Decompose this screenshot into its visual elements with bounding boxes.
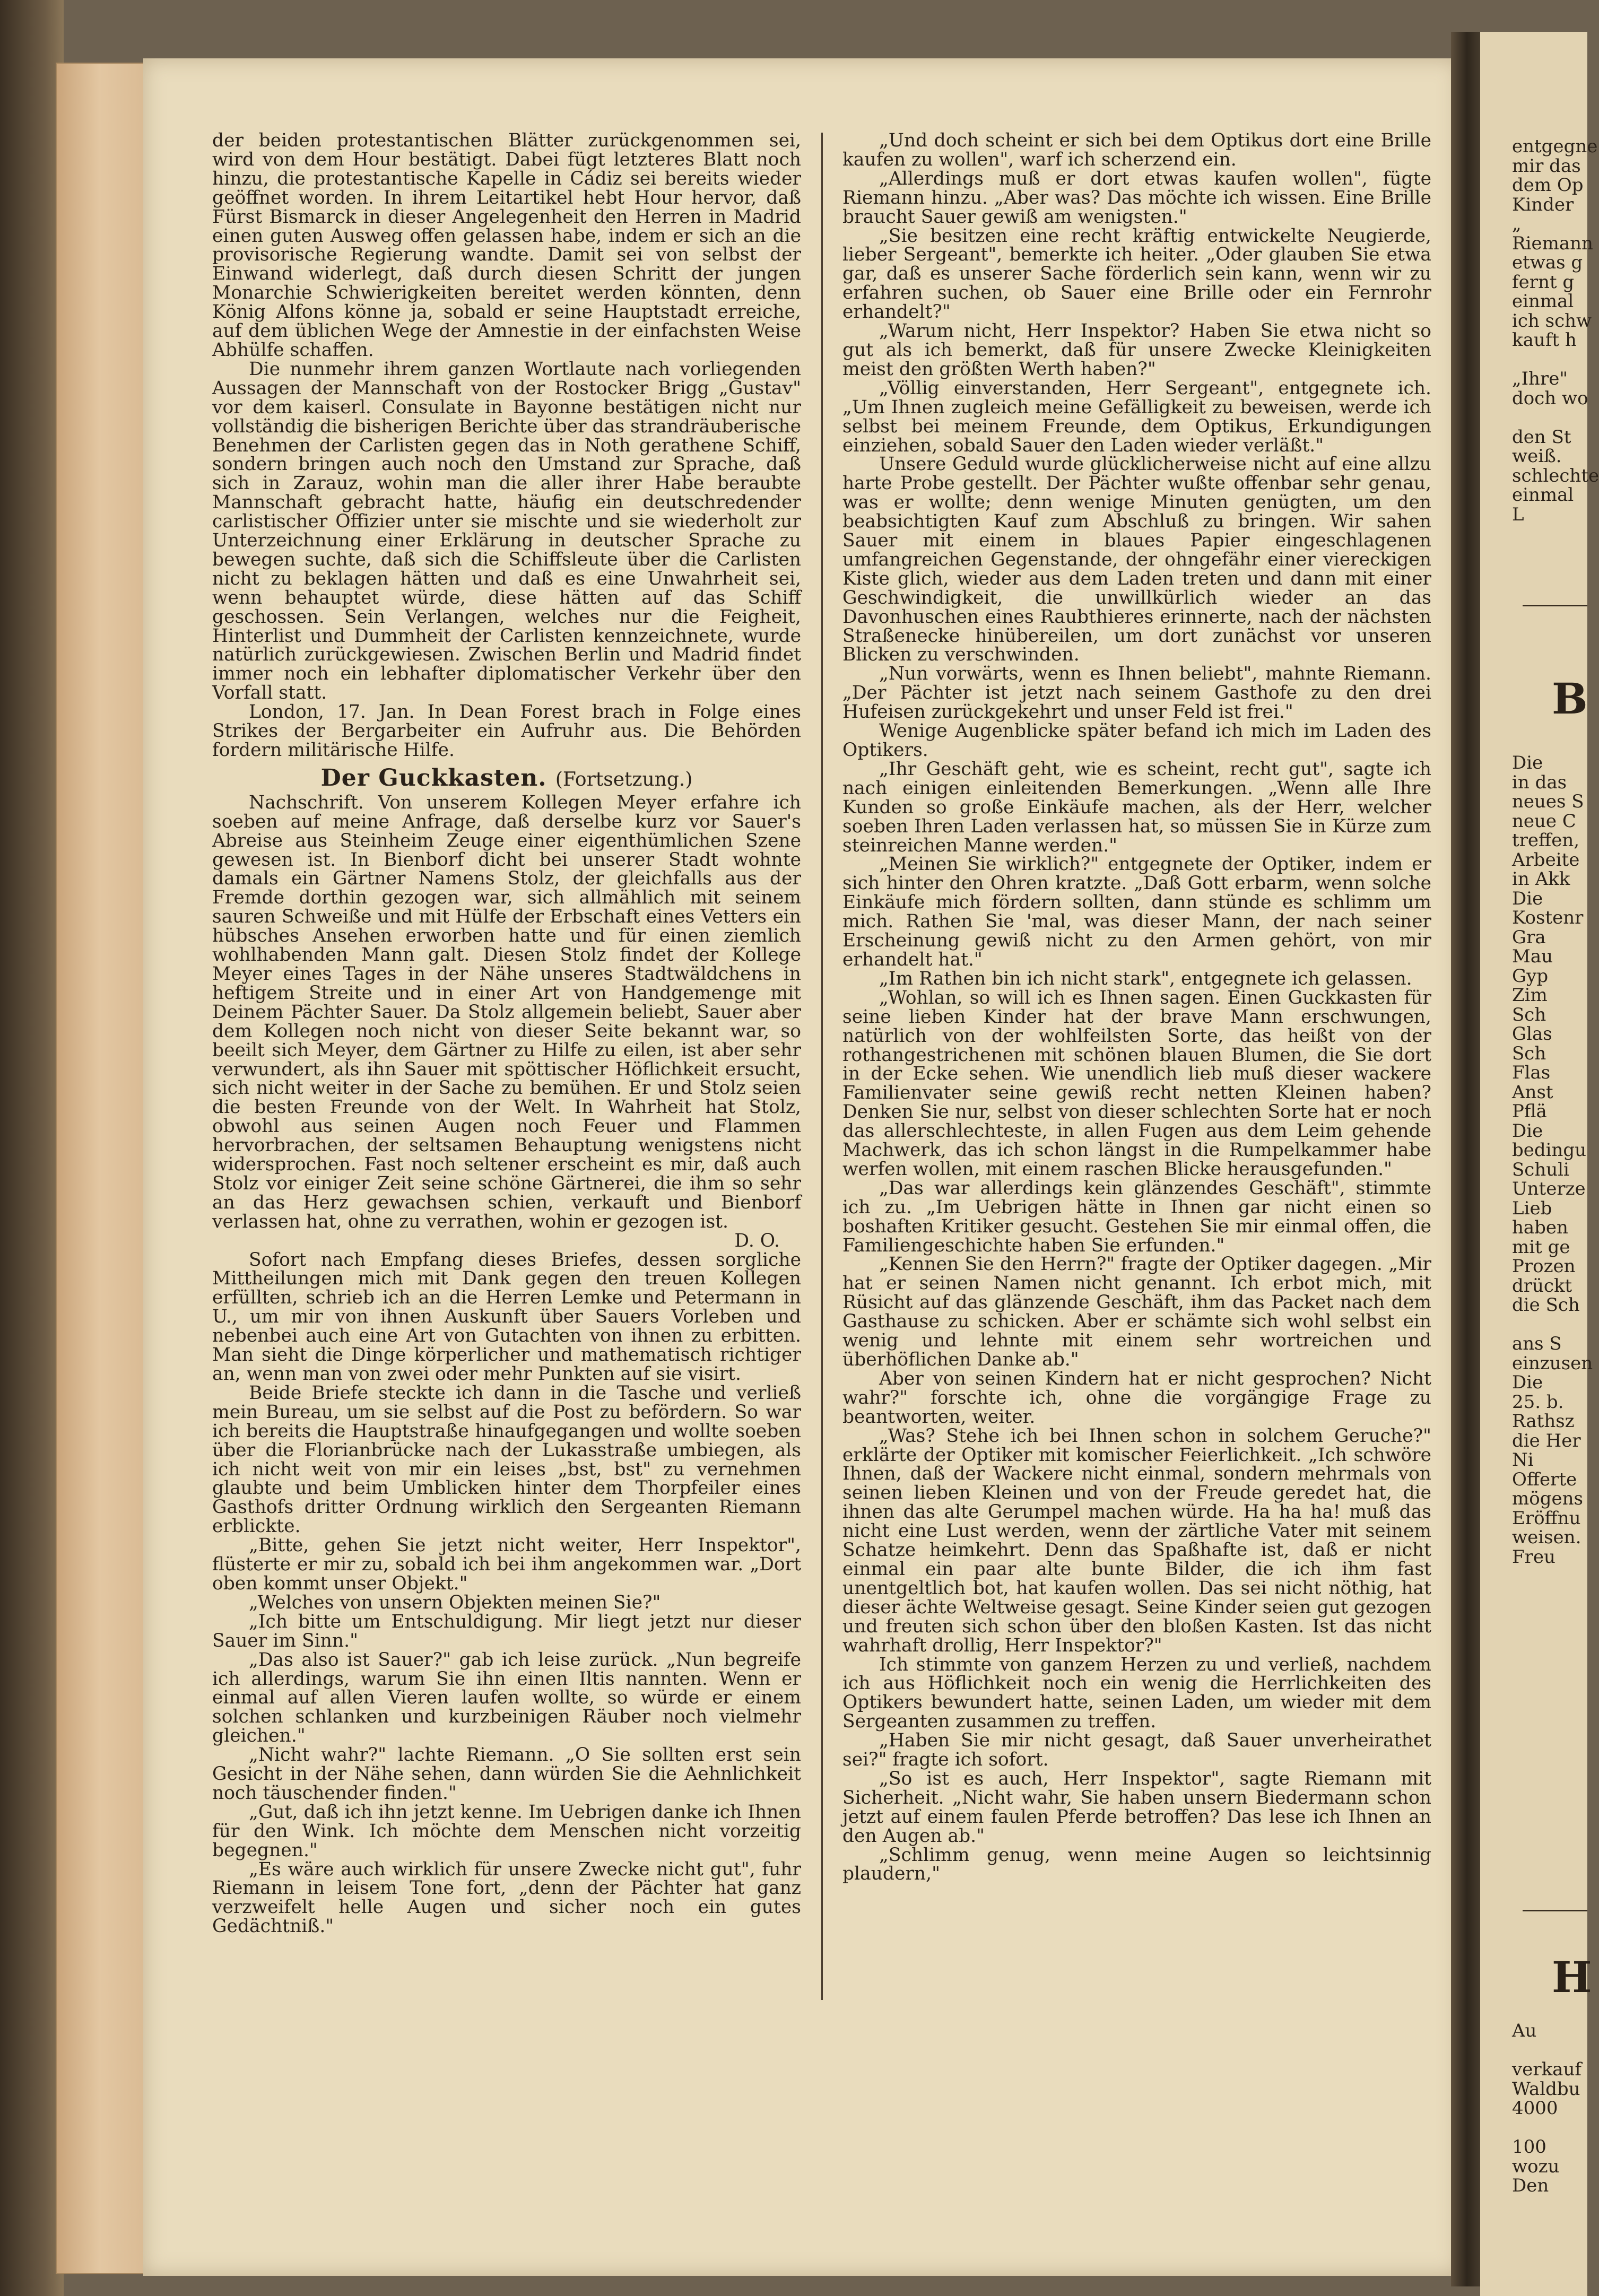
paragraph: „Ihr Geschäft geht, wie es scheint, recht gut", sagte ich nach einigen einleitenden Bemerkungen. „Wenn alle Ihre Kunden so große Einkäufe machen, als der Herr, welcher soeben Ihren Laden verlassen hat, so müssen Sie in Kürze zum steinreichen Manne werden." <box>842 758 1431 856</box>
facing-page-text-bottom <box>1512 2021 1586 2196</box>
facing-page-line: einzusen <box>1512 1352 1593 1374</box>
facing-page-line <box>1512 408 1586 428</box>
facing-page-line: Riemann <box>1512 232 1593 254</box>
facing-page-line: einmal <box>1512 291 1574 312</box>
paragraph: „Bitte, gehen Sie jetzt nicht weiter, Herr Inspektor", flüsterte er mir zu, sobald ich bei ihm angekommen war. „Dort oben kommt unser Objekt." <box>212 1535 801 1594</box>
facing-page-line: Die <box>1512 1372 1543 1393</box>
facing-page-line: Prozen <box>1512 1256 1576 1277</box>
facing-page-line: weisen. <box>1512 1527 1581 1548</box>
paragraph: „Im Rathen bin ich nicht stark", entgegnete ich gelassen. <box>879 968 1412 989</box>
paragraph: Beide Briefe steckte ich dann in die Tasche und verließ mein Bureau, um sie selbst auf die Post zu befördern. So war ich bereits die Hauptstraße hinaufgegangen und wollte soeben über die Florianbrücke nach der Lukasstraße umbiegen, als ich nicht weit von mir ein leises „bst, bst" zu vernehmen glaubte und beim Umblicken hinter dem Thorpfeiler eines Gasthofs dritter Ordnung wirklich den Sergeanten Riemann erblickte. <box>212 1382 801 1537</box>
facing-page-line: einmal <box>1512 484 1574 506</box>
paragraph: „Nun vorwärts, wenn es Ihnen beliebt", mahnte Riemann. „Der Pächter ist jetzt nach seinem Gasthofe zu den drei Hufeisen zurückgekehrt und unser Feld ist frei." <box>842 663 1431 723</box>
paragraph: der beiden protestantischen Blätter zurückgenommen sei, wird von dem Hour bestätigt. Dabei fügt letzteres Blatt noch hinzu, die protestantische Kapelle in Cádiz sei bereits wieder geöffnet worden. In ihrem Leitartikel hebt Hour hervor, daß Fürst Bismarck in dieser Angelegenheit den Herren in Madrid einen guten Ausweg offen gelassen habe, indem er sich an die provisorische Regierung wandte. Damit sei von selbst der Einwand widerlegt, daß durch diesen Schritt der jungen Monarchie Schwierigkeiten bereitet werden könnten, denn König Alfons könne ja, sobald er seine Hauptstadt erreiche, auf dem üblichen Wege der Amnestie in der einfachsten Weise Abhülfe schaffen. <box>212 130 801 361</box>
facing-page-line: 4000 <box>1512 2098 1558 2119</box>
paragraph: Ich stimmte von ganzem Herzen zu und verließ, nachdem ich aus Höflichkeit noch ein wenig die Herrlichkeiten des Optikers bewundert hatte, seinen Laden, um wieder mit dem Sergeanten zusammen zu treffen. <box>842 1654 1431 1733</box>
facing-page-line: wozu <box>1512 2155 1560 2177</box>
facing-page-line: Rathsz <box>1512 1411 1575 1432</box>
facing-page-line <box>1512 350 1586 370</box>
paragraph: „Haben Sie mir nicht gesagt, daß Sauer unverheirathet sei?" fragte ich sofort. <box>842 1730 1431 1771</box>
facing-page-line: in Akk <box>1512 868 1570 890</box>
facing-page-line: Pflä <box>1512 1101 1547 1122</box>
facing-page-heading-letter: H <box>1552 1952 1592 2002</box>
facing-page-line: Den <box>1512 2175 1549 2196</box>
facing-page-line: Mau <box>1512 946 1553 967</box>
facing-page-line: Waldbu <box>1512 2078 1580 2100</box>
paragraph: „Allerdings muß er dort etwas kaufen wollen", fügte Riemann hinzu. „Aber was? Das möchte ich wissen. Eine Brille braucht Sauer gewiß am wenigsten." <box>842 168 1431 228</box>
facing-page-line: neue C <box>1512 810 1576 832</box>
facing-page-line: Flas <box>1512 1062 1551 1083</box>
paragraph: „Kennen Sie den Herrn?" fragte der Optiker dagegen. „Mir hat er seinen Namen nicht genannt. Ich erbot mich, mit Rüsicht auf das glänzende Geschäft, ihm das Packet nach dem Gasthause zu schicken. Aber er schämte sich wohl selbst ein wenig und lehnte mit einem sehr wortreichen und überhöflichen Danke ab." <box>842 1254 1431 1370</box>
paragraph: Aber von seinen Kindern hat er nicht gesprochen? Nicht wahr?" forschte ich, ohne die vorgängige Frage zu beantworten, weiter. <box>842 1368 1431 1428</box>
paragraph: Nachschrift. Von unserem Kollegen Meyer erfahre ich soeben auf meine Anfrage, daß derselbe kurz vor Sauer's Abreise aus Steinheim Zeuge einer eigenthümlichen Szene gewesen ist. In Bienborf dicht bei unserer Stadt wohnte damals ein Gärtner Namens Stolz, der gleichfalls aus der Fremde dorthin gezogen war, sich allmählich mit seinem sauren Schweiße und mit Hülfe der Erbschaft eines Vetters ein hübsches Ansehen erworben hatte und für einen ziemlich wohlhabenden Mann galt. Diesen Stolz findet der Kollege Meyer eines Tages in der Nähe unseres Stadtwäldchens in heftigem Streite und in einer Art von Handgemenge mit Deinem Pächter Sauer. Da Stolz allgemein beliebt, Sauer aber dem Kollegen noch nicht von dieser Seite bekannt war, so beeilt sich Meyer, dem Gärtner zu Hilfe zu eilen, ist aber sehr verwundert, als ihn Sauer mit spöttischer Höflichkeit ersucht, sich nicht weiter in der Sache zu bemühen. Er und Stolz seien die besten Freunde von der Welt. In Wahrheit hat Stolz, obwohl aus seinen Augen noch Feuer und Flammen hervorbrachen, der seltsamen Behauptung wenigstens nicht widersprochen. Fast noch seltener erscheint es mir, daß auch Stolz vor einiger Zeit seine schöne Gärtnerei, die ihm so sehr an das Herz gewachsen schien, verkauft und Bienborf verlassen hat, ohne zu verrathen, wohin er gezogen ist. <box>212 792 801 1232</box>
facing-page-line: mit ge <box>1512 1236 1570 1258</box>
facing-page-line: treffen, <box>1512 830 1580 851</box>
paragraph: „Wohlan, so will ich es Ihnen sagen. Einen Guckkasten für seine lieben Kinder hat der brave Mann erschwungen, natürlich von der wohlfeilsten Sorte, das heißt von der rothangestrichenen mit schönen blauen Blumen, die Sie dort in der Ecke sehen. Wie unendlich lieb muß dieser wackere Familienvater seine gewiß recht netten Kleinen haben? Denken Sie nur, selbst von dieser schlechten Sorte hat er noch das allerschlechteste, in allen Fugen aus dem Leim gehende Machwerk, das ich schon längst in die Rumpelkammer habe werfen wollen, mit einem raschen Blicke herausgefunden." <box>842 987 1431 1180</box>
facing-page-text-middle <box>1512 752 1593 1568</box>
facing-page-line: bedingu <box>1512 1140 1587 1161</box>
facing-page-line: 100 <box>1512 2136 1546 2158</box>
facing-page-line: ans S <box>1512 1333 1562 1354</box>
paragraph: „Nicht wahr?" lachte Riemann. „O Sie sollten erst sein Gesicht in der Nähe sehen, dann würden Sie die Aehnlichkeit noch täuschender finden." <box>212 1744 801 1804</box>
paragraph: Unsere Geduld wurde glücklicherweise nicht auf eine allzu harte Probe gestellt. Der Pächter wußte offenbar sehr genau, was er wollte; denn wenige Minuten genügten, um den beabsichtigten Kauf zum Abschluß zu bringen. Wir sahen Sauer mit einem in blaues Papier eingeschlagenen umfangreichen Gegenstande, der ohngefähr einer viereckigen Kiste glich, wieder aus dem Laden treten und dann mit einer Geschwindigkeit, die unwillkürlich wieder an das Davonhuschen eines Raubthieres erinnerte, nach der nächsten Straßenecke hinübereilen, um dort zunächst vor unseren Blicken zu verschwinden. <box>842 454 1431 666</box>
facing-page-line: Gra <box>1512 926 1546 948</box>
facing-page-line: verkauf <box>1512 2059 1581 2080</box>
paragraph: „Welches von unsern Objekten meinen Sie?" <box>249 1591 661 1613</box>
paragraph: Wenige Augenblicke später befand ich mich im Laden des Optikers. <box>842 720 1431 761</box>
paragraph: „So ist es auch, Herr Inspektor", sagte Riemann mit Sicherheit. „Nicht wahr, Sie haben unsern Biedermann schon jetzt auf einem faulen Pferde betroffen? Das lese ich Ihnen an den Augen ab." <box>842 1768 1431 1847</box>
facing-page-line: Au <box>1512 2020 1537 2041</box>
facing-page-text-top <box>1512 136 1599 525</box>
text-column-left <box>212 132 801 1936</box>
facing-page-line: die Sch <box>1512 1294 1580 1316</box>
facing-page-line: entgegne <box>1512 136 1598 157</box>
facing-page-line: Freu <box>1512 1546 1555 1568</box>
facing-page-line: Unterze <box>1512 1178 1586 1199</box>
facing-page-line: mir das <box>1512 155 1581 177</box>
paragraph: „Meinen Sie wirklich?" entgegnete der Optiker, indem er sich hinter den Ohren kratzte. „Daß Gott erbarm, wenn solche Einkäufe mich fördern sollten, dann stünde es schlimm um mich. Rathen Sie 'mal, was dieser Mann, der nach seiner Erscheinung gewiß nicht zu den Armen gehört, von mir erhandelt hat." <box>842 854 1431 970</box>
facing-page-rule <box>1523 605 1587 606</box>
paragraph: „Das war allerdings kein glänzendes Geschäft", stimmte ich zu. „Im Uebrigen hätte in Ihnen gar nicht einen so boshaften Kritiker gesucht. Gestehen Sie mir einmal offen, die Familiengeschichte haben Sie erfunden." <box>842 1177 1431 1256</box>
facing-page-heading-letter: B <box>1552 674 1588 724</box>
facing-page-line: Anst <box>1512 1081 1553 1103</box>
paragraph: „Sie besitzen eine recht kräftig entwickelte Neugierde, lieber Sergeant", bemerkte ich heiter. „Oder glauben Sie etwa gar, daß es unserer Sache förderlich sein kann, wenn wir zu erfahren suchen, ob Sauer eine Brille oder ein Fernrohr erhandelt?" <box>842 225 1431 323</box>
paragraph: Sofort nach Empfang dieses Briefes, dessen sorgliche Mittheilungen mich mit Dank gegen den treuen Kollegen erfüllten, schrieb ich an die Herren Lemke und Petermann in U., um mir von ihnen Auskunft über Sauers Vorleben und nebenbei auch eine Art von Gutachten von ihnen zu erbitten. Man sieht die Dinge körperlicher und mathematisch richtiger an, wenn man von zwei oder mehr Punkten auf sie visirt. <box>212 1249 801 1385</box>
article-title: Der Guckkasten. <box>320 764 547 792</box>
paragraph: „Was? Stehe ich bei Ihnen schon in solchem Geruche?" erklärte der Optiker mit komischer Feierlichkeit. „Ich schwöre Ihnen, daß der Wackere nicht einmal, sondern mehrmals von seinen lieben Kleinen und von der Freude geredet hat, die ihnen das alte Gerumpel machen würde. Ha ha ha! muß das nicht eine Lust werden, wenn der zärtliche Vater mit seinem Schatze heimkehrt. Denn das Spaßhafte ist, daß er nicht einmal ein paar alte bunte Bilder, die ich ihm fast unentgeltlich bot, hat kaufen wollen. Das sei nicht nöthig, hat dieser ächte Weltweise gesagt. Seine Kinder seien gut gezogen und freuten sich schon über den bloßen Kasten. Ist das nicht wahrhaft drollig, Herr Inspektor?" <box>842 1425 1431 1656</box>
facing-page-line: etwas g <box>1512 252 1583 273</box>
facing-page-line: neues S <box>1512 791 1584 812</box>
facing-page-line: „Ihre" <box>1512 368 1568 389</box>
paragraph: „Es wäre auch wirklich für unsere Zwecke nicht gut", fuhr Riemann in leisem Tone fort, „denn der Pächter hat ganz verzweifelt helle Augen und sicher noch ein gutes Gedächtniß." <box>212 1858 801 1937</box>
book-board-edge <box>56 63 153 2274</box>
facing-page-line: Die <box>1512 1120 1543 1142</box>
paragraph: „Das also ist Sauer?" gab ich leise zurück. „Nun begreife ich allerdings, warum Sie ihn einen Iltis nannten. Wenn er einmal auf allen Vieren laufen wollte, so würde er einem solchen schlanken und kurzbeinigen Räuber noch vielmehr gleichen." <box>212 1649 801 1747</box>
facing-page-line: doch wo <box>1512 387 1588 409</box>
paragraph: „Gut, daß ich ihn jetzt kenne. Im Uebrigen danke ich Ihnen für den Wink. Ich möchte dem Menschen nicht vorzeitig begegnen." <box>212 1801 801 1861</box>
facing-page-line: Arbeite <box>1512 849 1580 871</box>
facing-page-line <box>1512 1315 1586 1335</box>
facing-page-line: Eröffnu <box>1512 1507 1581 1529</box>
facing-page-line: dem Op <box>1512 175 1584 196</box>
facing-page-rule <box>1523 1910 1587 1911</box>
paragraph: London, 17. Jan. In Dean Forest brach in Folge eines Strikes der Bergarbeiter ein Aufruhr aus. Die Behörden fordern militärische Hilfe. <box>212 701 801 761</box>
paragraph: „Warum nicht, Herr Inspektor? Haben Sie etwa nicht so gut als ich bemerkt, daß für unsere Zwecke Kleinigkeiten meist den größten Werth haben?" <box>842 320 1431 380</box>
facing-page-line: Die <box>1512 752 1543 773</box>
facing-page-line: L <box>1512 503 1524 525</box>
facing-page-line: Schuli <box>1512 1159 1569 1180</box>
paragraph: Die nunmehr ihrem ganzen Wortlaute nach vorliegenden Aussagen der Mannschaft von der Rostocker Brigg „Gustav" vor dem kaiserl. Consulate in Bayonne bestätigen nicht nur vollständig die bisherigen Berichte über das strandräuberische Benehmen der Carlisten gegen das in Noth gerathene Schiff, sondern bringen auch noch den Umstand zur Sprache, daß sich in Zarauz, wohin man die aller ihrer Habe beraubte Mannschaft gebracht hatte, häufig ein deutschredender carlistischer Offizier unter sie mischte und sie wiederholt zur Unterzeichnung einer Erklärung in deutscher Sprache zu bewegen suchte, daß sich die Schiffsleute über die Carlisten nicht zu beklagen hätten und daß es eine Unwahrheit sei, wenn behauptet würde, diese hätten auf das Schiff geschossen. Sein Verlangen, welches nur die Feigheit, Hinterlist und Dummheit der Carlisten kennzeichnete, wurde natürlich zurückgewiesen. Zwischen Berlin und Madrid findet immer noch ein lebhafter diplomatischer Verkehr über den Vorfall statt. <box>212 358 801 704</box>
paragraph: „Schlimm genug, wenn meine Augen so leichtsinnig plaudern," <box>842 1844 1431 1885</box>
facing-page-line: kauft h <box>1512 329 1577 351</box>
facing-page-line: Offerte <box>1512 1468 1577 1490</box>
paragraph: D. O. <box>734 1230 780 1251</box>
article-heading <box>212 764 801 792</box>
text-column-middle <box>842 132 1431 1884</box>
page-gutter <box>1451 32 1483 2286</box>
facing-page-line: 25. b. <box>1512 1391 1564 1413</box>
article-subtitle: (Fortsetzung.) <box>555 768 693 790</box>
facing-page-line: schlechte <box>1512 465 1599 486</box>
facing-page-line: ich schw <box>1512 310 1592 332</box>
column-divider <box>821 133 823 2000</box>
facing-page-line: drückt <box>1512 1275 1572 1297</box>
facing-page-line: die Her <box>1512 1430 1581 1451</box>
facing-page-line: Sch <box>1512 1042 1546 1064</box>
facing-page-line: Glas <box>1512 1023 1552 1045</box>
facing-page-line: Kostenr <box>1512 907 1584 928</box>
paragraph: „Ich bitte um Entschuldigung. Mir liegt jetzt nur dieser Sauer im Sinn." <box>212 1611 801 1651</box>
facing-page-line: haben <box>1512 1217 1568 1238</box>
facing-page-line: Die <box>1512 888 1543 909</box>
facing-page-line: den St <box>1512 426 1571 448</box>
book-binding <box>0 0 64 2296</box>
facing-page-line: mögens <box>1512 1488 1583 1509</box>
paragraph: „Und doch scheint er sich bei dem Optikus dort eine Brille kaufen zu wollen", warf ich scherzend ein. <box>842 130 1431 170</box>
facing-page-line: Zim <box>1512 985 1548 1006</box>
facing-page-line: Gyp <box>1512 965 1549 987</box>
facing-page-line <box>1512 2041 1586 2060</box>
paragraph: „Völlig einverstanden, Herr Sergeant", entgegnete ich. „Um Ihnen zugleich meine Gefälligkeit zu beweisen, werde ich selbst bei meinem Freunde, dem Optikus, Erkundigungen einziehen, sobald Sauer den Laden wieder verläßt." <box>842 377 1431 456</box>
facing-page-line: weiß. <box>1512 446 1562 467</box>
facing-page-line: fernt g <box>1512 271 1575 293</box>
facing-page-line: in das <box>1512 771 1567 793</box>
facing-page-line: Sch <box>1512 1004 1546 1025</box>
facing-page-line: Ni <box>1512 1449 1534 1471</box>
facing-page-line: „ <box>1512 213 1522 234</box>
facing-page-line: Kinder <box>1512 194 1574 215</box>
facing-page-line <box>1512 2118 1586 2138</box>
facing-page-line: Lieb <box>1512 1197 1552 1219</box>
